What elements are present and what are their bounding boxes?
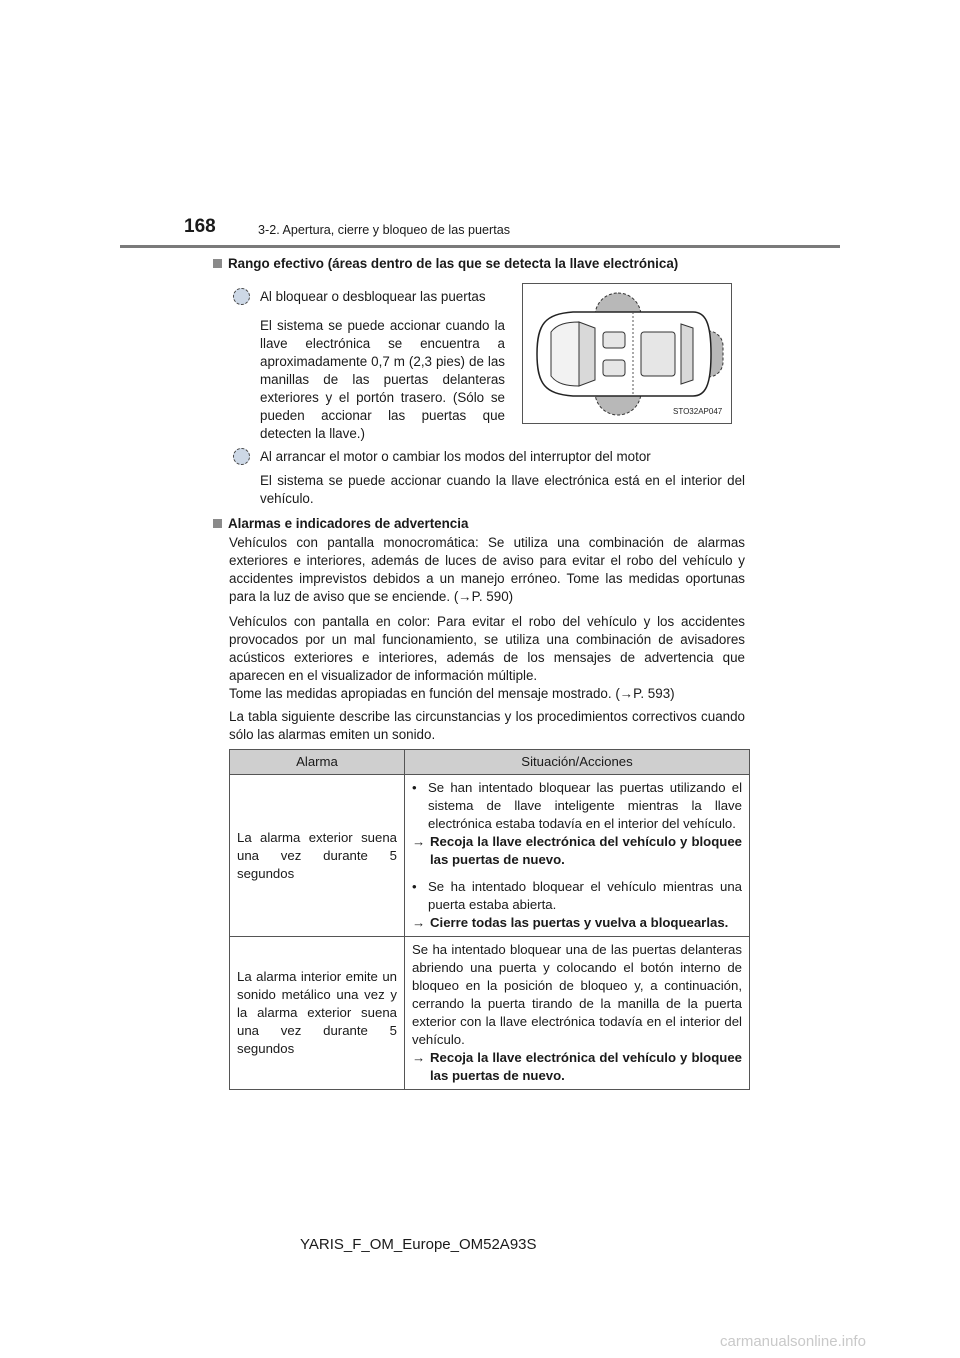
table-row	[230, 775, 750, 937]
arrow-icon: →	[412, 1050, 426, 1065]
windshield	[579, 322, 595, 386]
alarm-para-mono: Vehículos con pantalla monocromática: Se utiliza una combinación de alarmas exteriores e interiores, además de luces de aviso para evitar el robo del vehículo y accidentes imprevistos debidos a un manejo erróneo. Tome las medidas oportunas para la luz de aviso que se enciende. (→P. 590)	[229, 535, 745, 604]
col-header-alarm: Alarma	[230, 750, 405, 775]
square-bullet-icon	[213, 519, 222, 528]
alarm-para-color: Vehículos con pantalla en color: Para evitar el robo del vehículo y los accidentes provocados por un mal funcionamiento, se utiliza una combinación de avisadores acústicos exteriores e interiores, además de los mensajes de advertencia que aparecen en el visualizador de información múltiple. Tome las medidas apropiadas en función del mensaje mostrado. (→P. 593)	[229, 614, 745, 701]
action-item: → Cierre todas las puertas y vuelva a bloquearlas.	[412, 915, 729, 930]
rear-window	[681, 324, 693, 384]
diagram-code: STO32AP047	[673, 407, 723, 416]
arrow-icon: →	[412, 915, 426, 930]
footer-doc-id: YARIS_F_OM_Europe_OM52A93S	[300, 1236, 537, 1253]
action-item: → Recoja la llave electrónica del vehículo y bloquee las puertas de nuevo.	[412, 1050, 742, 1083]
car-top-view-illustration	[523, 284, 731, 423]
alarm-para-table-intro: La tabla siguiente describe las circunstancias y los procedimientos correctivos cuando sólo las alarmas emiten un sonido.	[229, 709, 745, 742]
square-bullet-icon	[213, 259, 222, 268]
item2-title: Al arrancar el motor o cambiar los modos del interruptor del motor	[260, 449, 651, 464]
front-seat-right	[603, 360, 625, 376]
alarm-cell: La alarma interior emite un sonido metálico una vez y la alarma exterior suena una vez durante 5 segundos	[230, 937, 405, 1090]
situation-cell: Se ha intentado bloquear una de las puertas delanteras abriendo una puerta y colocando el botón interno de bloqueo en la posición de bloqueo y, a continuación, cerrando la puerta tirando de la manilla de la puerta exterior con la llave electrónica todavía en el interior del vehículo. → Recoja la llave electrónica del vehículo y bloquee las puertas de nuevo.	[405, 937, 750, 1090]
action-item: → Recoja la llave electrónica del vehículo y bloquee las puertas de nuevo.	[412, 834, 742, 867]
range-heading: Rango efectivo (áreas dentro de las que se detecta la llave electrónica)	[213, 255, 753, 273]
alarm-heading: Alarmas e indicadores de advertencia	[213, 515, 753, 533]
watermark: carmanualsonline.info	[720, 1333, 866, 1350]
item1-text: El sistema se puede accionar cuando la llave electrónica se encuentra a aproximadamente 0,7 m (2,3 pies) de las manillas de las puertas delanteras exteriores y el portón trasero. (Sólo se pueden accionar las puertas que detecten la llave.)	[260, 318, 505, 441]
page-number: 168	[184, 216, 216, 237]
situation-cell	[405, 775, 750, 937]
list-item: • Se han intentado bloquear las puertas utilizando el sistema de llave inteligente mientras la llave electrónica estaba todavía en el interior del vehículo.	[412, 780, 742, 831]
item2-text: El sistema se puede accionar cuando la llave electrónica está en el interior del vehículo.	[260, 473, 745, 506]
dashed-zone-icon	[233, 288, 250, 305]
header-divider	[120, 245, 840, 248]
col-header-situation: Situación/Acciones	[405, 750, 750, 775]
alarm-cell: La alarma exterior suena una vez durante 5 segundos	[230, 775, 405, 937]
dashed-zone-icon	[233, 448, 250, 465]
section-header-title: 3-2. Apertura, cierre y bloqueo de las puertas	[258, 223, 511, 237]
front-seat-left	[603, 332, 625, 348]
list-item: • Se ha intentado bloquear el vehículo mientras una puerta estaba abierta.	[412, 879, 742, 912]
table-header-row	[230, 750, 750, 775]
arrow-icon: →	[412, 834, 426, 849]
item1-title: Al bloquear o desbloquear las puertas	[260, 289, 486, 304]
table-row	[230, 937, 750, 1090]
rear-seat	[641, 332, 675, 376]
key-range-diagram	[522, 283, 732, 424]
alarm-table	[229, 749, 750, 1090]
car-hood	[551, 322, 579, 386]
